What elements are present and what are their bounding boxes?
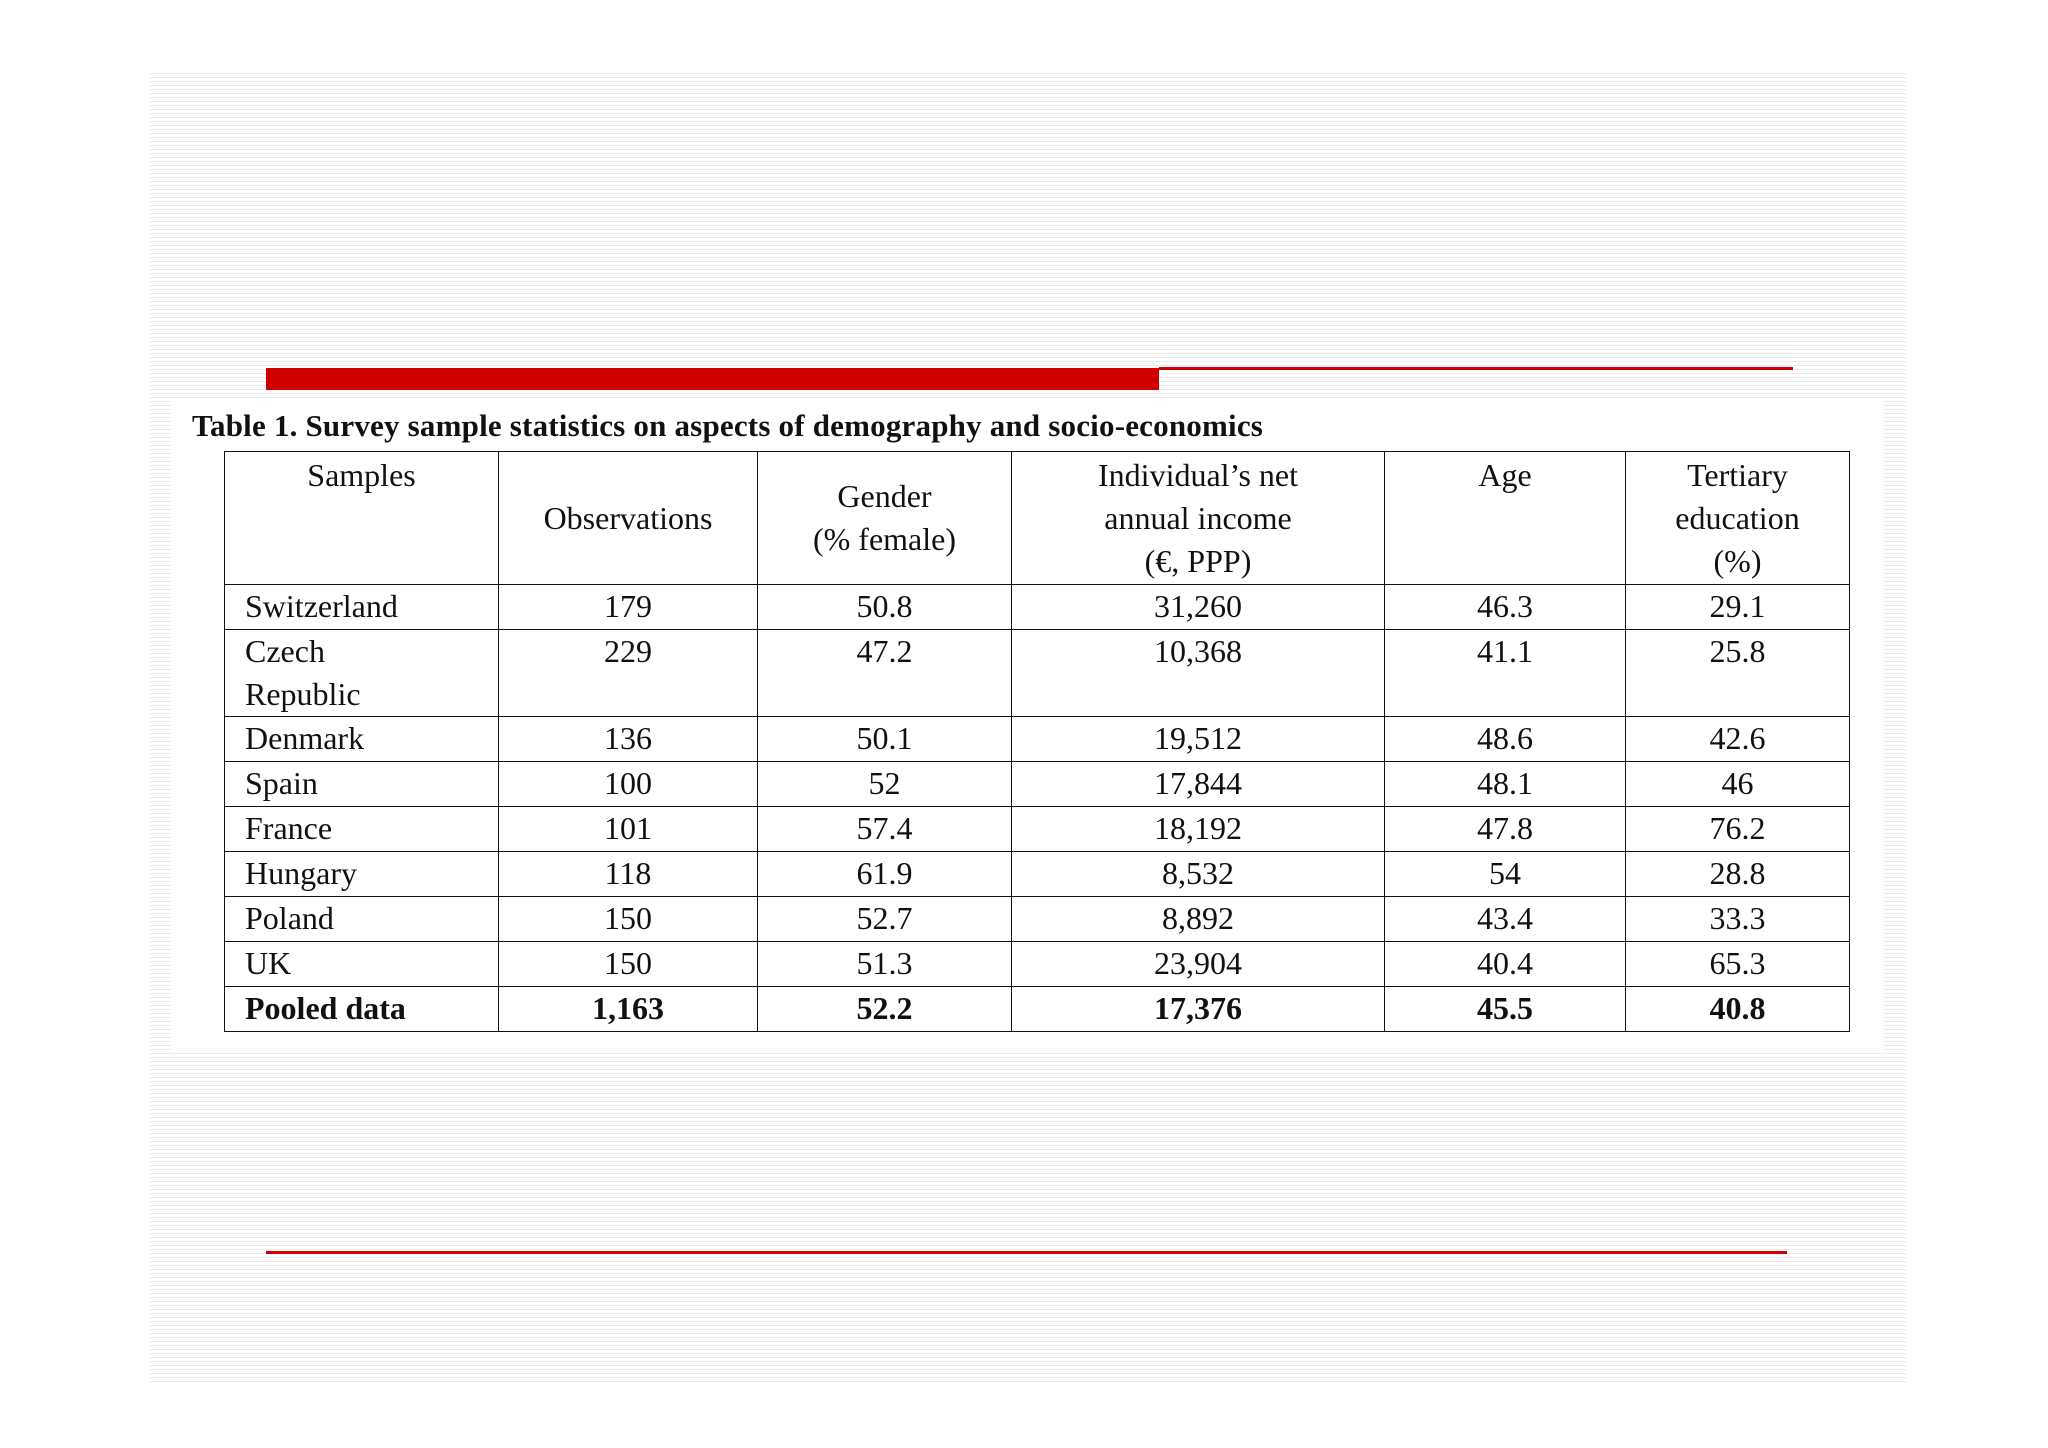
cell-sample: Switzerland [225, 585, 499, 630]
table-header-row [225, 452, 1850, 585]
cell-education: 76.2 [1626, 807, 1850, 852]
cell-age: 46.3 [1385, 585, 1626, 630]
header-gender: Gender (% female) [758, 452, 1012, 585]
cell-gender: 52.2 [758, 987, 1012, 1032]
cell-sample: UK [225, 942, 499, 987]
cell-gender: 50.1 [758, 717, 1012, 762]
cell-observations: 229 [499, 630, 758, 717]
cell-age: 40.4 [1385, 942, 1626, 987]
cell-observations: 150 [499, 942, 758, 987]
cell-income: 8,892 [1012, 897, 1385, 942]
cell-income: 17,376 [1012, 987, 1385, 1032]
cell-age: 54 [1385, 852, 1626, 897]
cell-gender: 50.8 [758, 585, 1012, 630]
cell-observations: 101 [499, 807, 758, 852]
cell-income: 31,260 [1012, 585, 1385, 630]
title-accent-bar [266, 368, 1159, 390]
cell-gender: 47.2 [758, 630, 1012, 717]
cell-age: 48.6 [1385, 717, 1626, 762]
cell-income: 10,368 [1012, 630, 1385, 717]
cell-age: 41.1 [1385, 630, 1626, 717]
cell-income: 17,844 [1012, 762, 1385, 807]
table-row [225, 630, 1850, 717]
table-row [225, 807, 1850, 852]
cell-gender: 51.3 [758, 942, 1012, 987]
cell-sample: Denmark [225, 717, 499, 762]
cell-observations: 1,163 [499, 987, 758, 1032]
header-observations: Observations [499, 452, 758, 585]
table-row [225, 762, 1850, 807]
cell-observations: 118 [499, 852, 758, 897]
cell-education: 42.6 [1626, 717, 1850, 762]
header-income: Individual’s net annual income (€, PPP) [1012, 452, 1385, 585]
cell-observations: 136 [499, 717, 758, 762]
cell-education: 28.8 [1626, 852, 1850, 897]
header-samples: Samples [225, 452, 499, 585]
cell-education: 33.3 [1626, 897, 1850, 942]
cell-sample: Spain [225, 762, 499, 807]
cell-gender: 52 [758, 762, 1012, 807]
cell-sample: Hungary [225, 852, 499, 897]
cell-education: 46 [1626, 762, 1850, 807]
cell-age: 45.5 [1385, 987, 1626, 1032]
cell-sample: Czech Republic [225, 630, 499, 717]
cell-gender: 52.7 [758, 897, 1012, 942]
table-row [225, 852, 1850, 897]
cell-gender: 61.9 [758, 852, 1012, 897]
cell-education: 40.8 [1626, 987, 1850, 1032]
cell-age: 43.4 [1385, 897, 1626, 942]
table-row [225, 942, 1850, 987]
cell-income: 19,512 [1012, 717, 1385, 762]
cell-gender: 57.4 [758, 807, 1012, 852]
header-education: Tertiary education (%) [1626, 452, 1850, 585]
cell-age: 48.1 [1385, 762, 1626, 807]
cell-observations: 100 [499, 762, 758, 807]
cell-income: 18,192 [1012, 807, 1385, 852]
table-row [225, 585, 1850, 630]
cell-education: 25.8 [1626, 630, 1850, 717]
footer-accent-line [266, 1251, 1787, 1254]
table-row [225, 897, 1850, 942]
cell-age: 47.8 [1385, 807, 1626, 852]
header-age: Age [1385, 452, 1626, 585]
cell-education: 65.3 [1626, 942, 1850, 987]
survey-statistics-table [224, 451, 1850, 1032]
cell-education: 29.1 [1626, 585, 1850, 630]
title-accent-line [1159, 367, 1793, 370]
cell-income: 8,532 [1012, 852, 1385, 897]
cell-observations: 150 [499, 897, 758, 942]
cell-sample: France [225, 807, 499, 852]
cell-observations: 179 [499, 585, 758, 630]
cell-sample: Poland [225, 897, 499, 942]
cell-sample: Pooled data [225, 987, 499, 1032]
table-row-pooled [225, 987, 1850, 1032]
cell-income: 23,904 [1012, 942, 1385, 987]
table-row [225, 717, 1850, 762]
table-caption: Table 1. Survey sample statistics on aspects of demography and socio-economics [192, 408, 1264, 443]
